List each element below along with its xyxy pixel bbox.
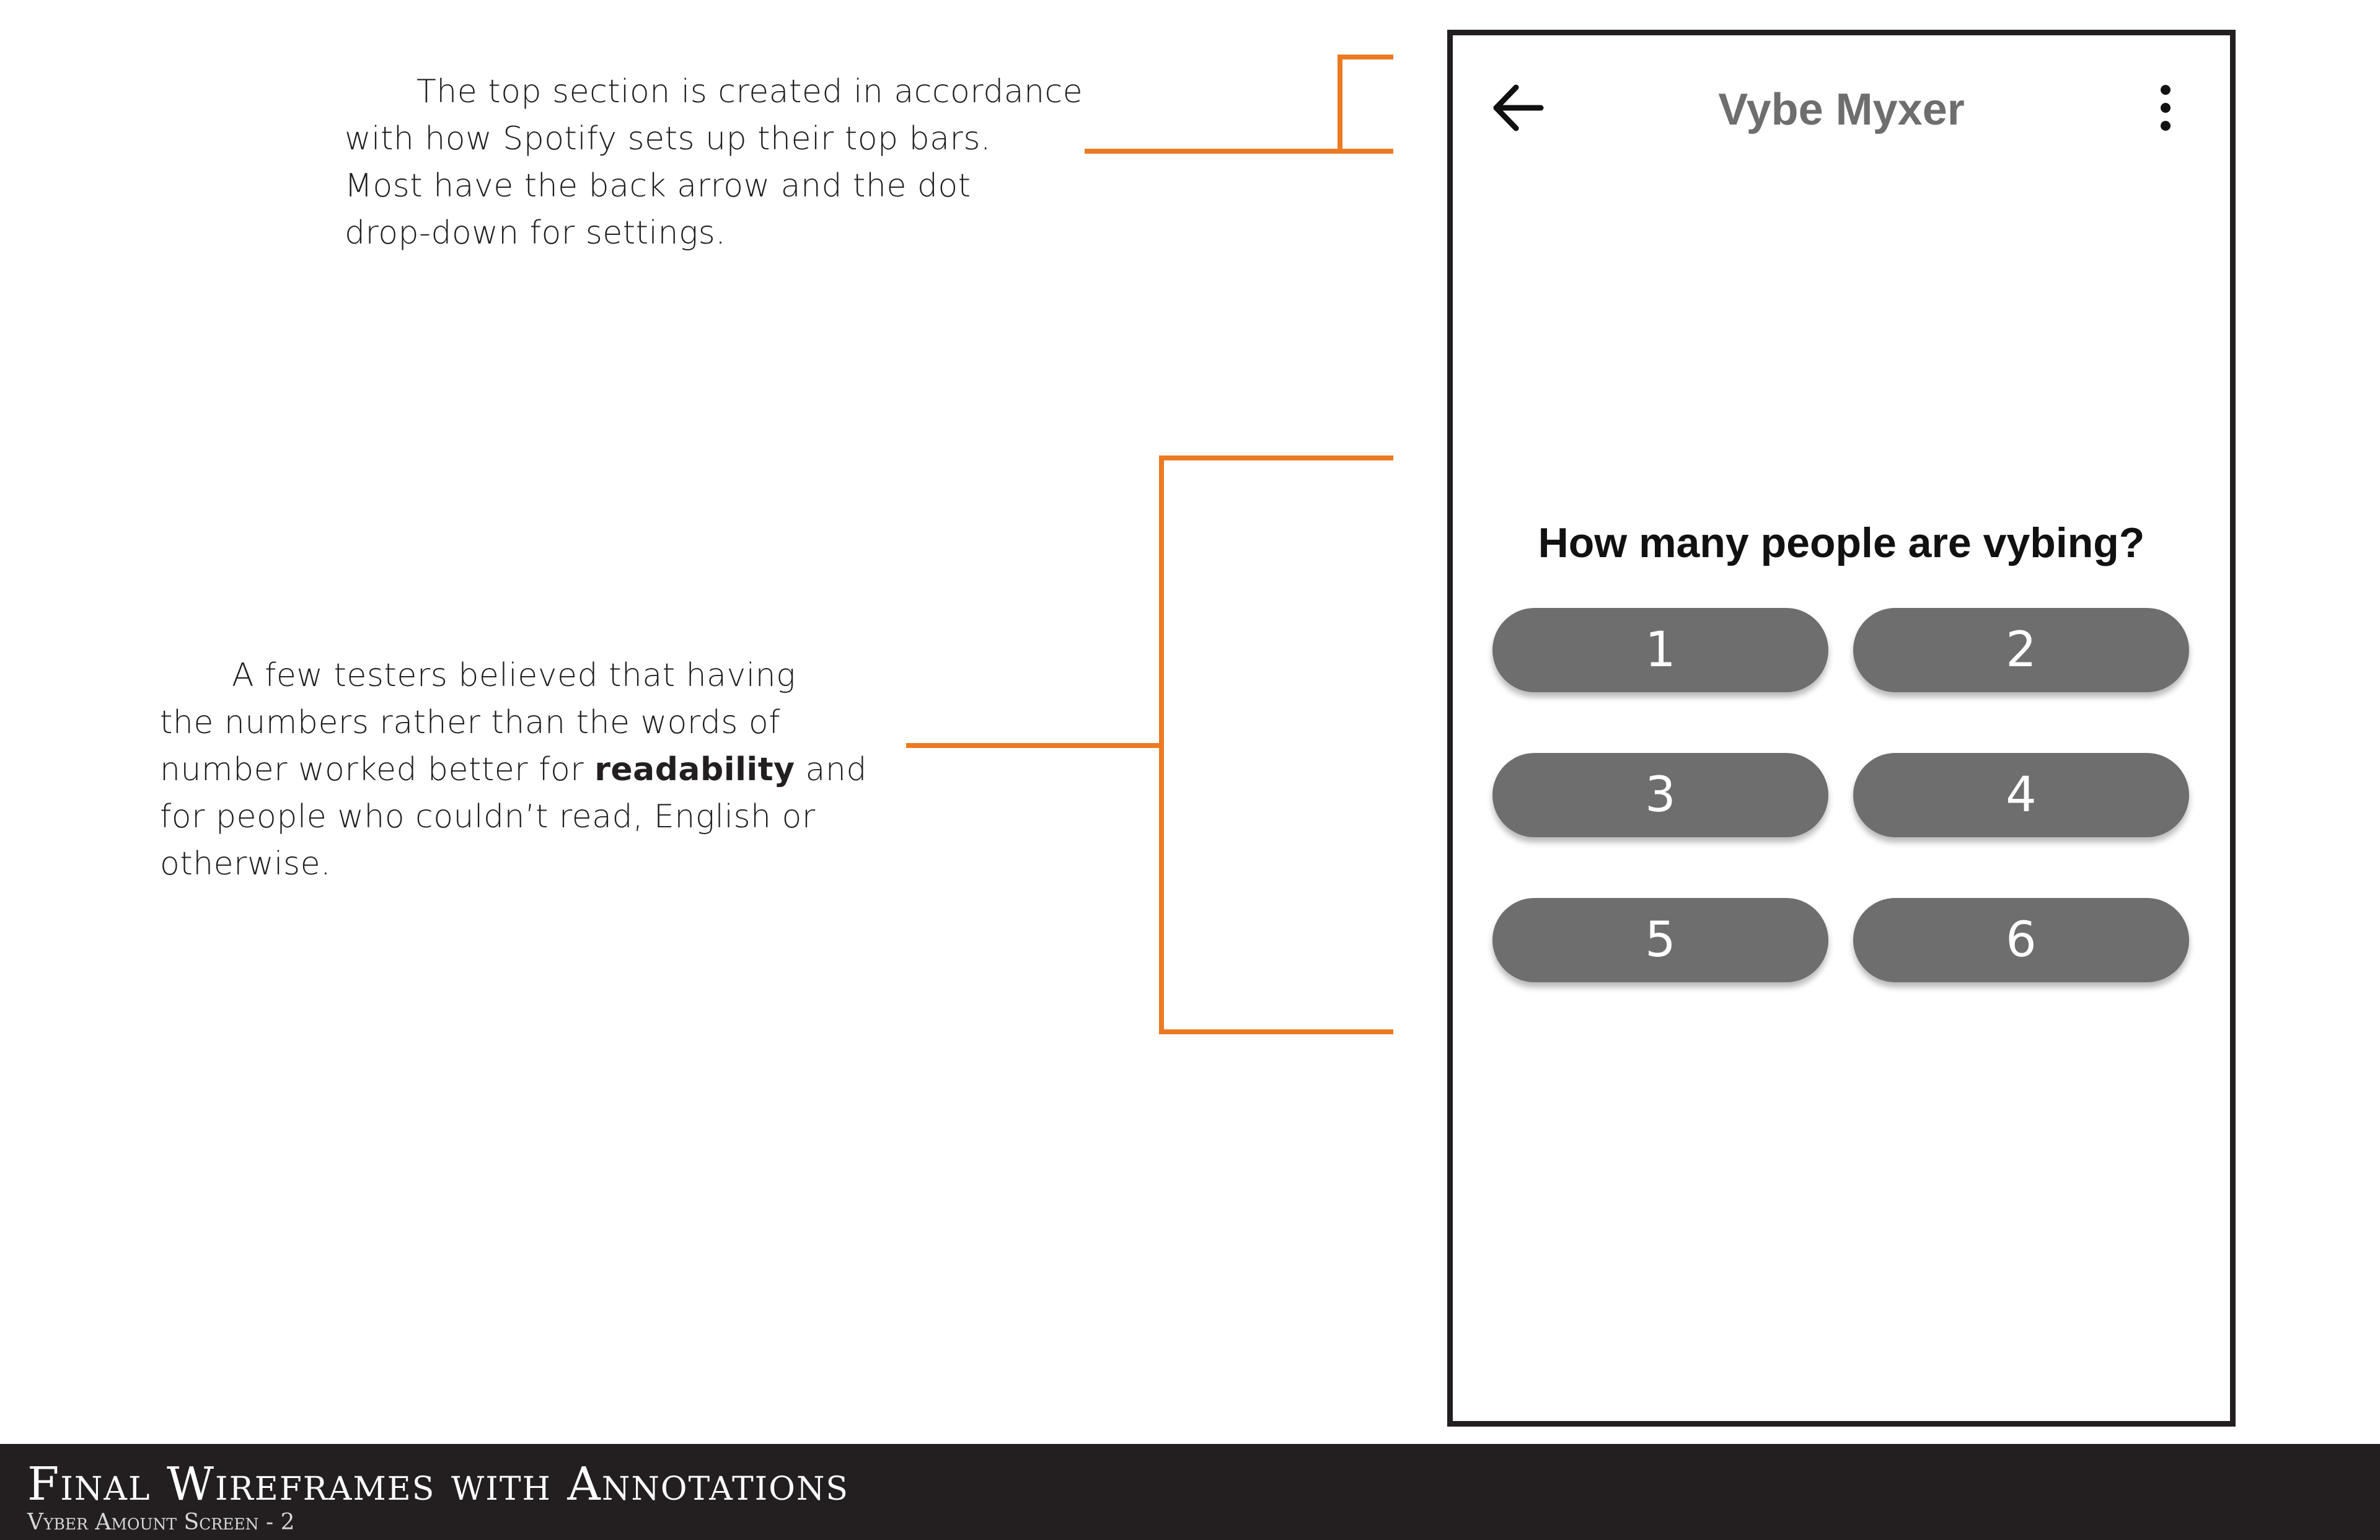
option-button-2[interactable]: 2 (1853, 608, 2189, 692)
footer-title: Final Wireframes with Annotations (27, 1458, 849, 1511)
app-title: Vybe Myxer (1718, 85, 1965, 134)
annotation-text: and (795, 751, 867, 788)
annotation-top-section (345, 68, 1083, 257)
option-button-5[interactable]: 5 (1492, 898, 1828, 982)
more-vertical-icon (2153, 80, 2178, 136)
phone-wireframe (1447, 30, 2236, 1427)
annotation-text: The top section is created in accordance (416, 73, 1083, 110)
annotation-text: A few testers believed that having (232, 657, 796, 694)
annotation-text: the numbers rather than the words of (160, 704, 781, 741)
middle-bracket-line (1161, 458, 1393, 1032)
annotation-text: drop-down for settings. (345, 214, 726, 252)
annotation-emphasis: readability (594, 751, 795, 788)
question-heading: How many people are vybing? (1538, 519, 2145, 566)
option-button-3[interactable]: 3 (1492, 753, 1828, 837)
option-button-1[interactable]: 1 (1492, 608, 1828, 692)
top-bracket-line (1340, 57, 1393, 151)
number-options (1492, 608, 2189, 982)
settings-menu-button[interactable] (2153, 80, 2178, 136)
option-button-6[interactable]: 6 (1853, 898, 2189, 982)
annotation-text: number worked better for (160, 751, 595, 788)
footer-subtitle: Vyber Amount Screen - 2 (27, 1510, 295, 1535)
footer-bar (0, 1444, 2380, 1540)
annotation-text: otherwise. (160, 845, 332, 882)
option-button-4[interactable]: 4 (1853, 753, 2189, 837)
annotation-text: for people who couldn’t read, English or (160, 798, 816, 835)
annotation-text: Most have the back arrow and the dot (345, 167, 971, 205)
annotation-number-buttons (160, 652, 867, 887)
annotation-text: with how Spotify sets up their top bars. (345, 120, 991, 157)
